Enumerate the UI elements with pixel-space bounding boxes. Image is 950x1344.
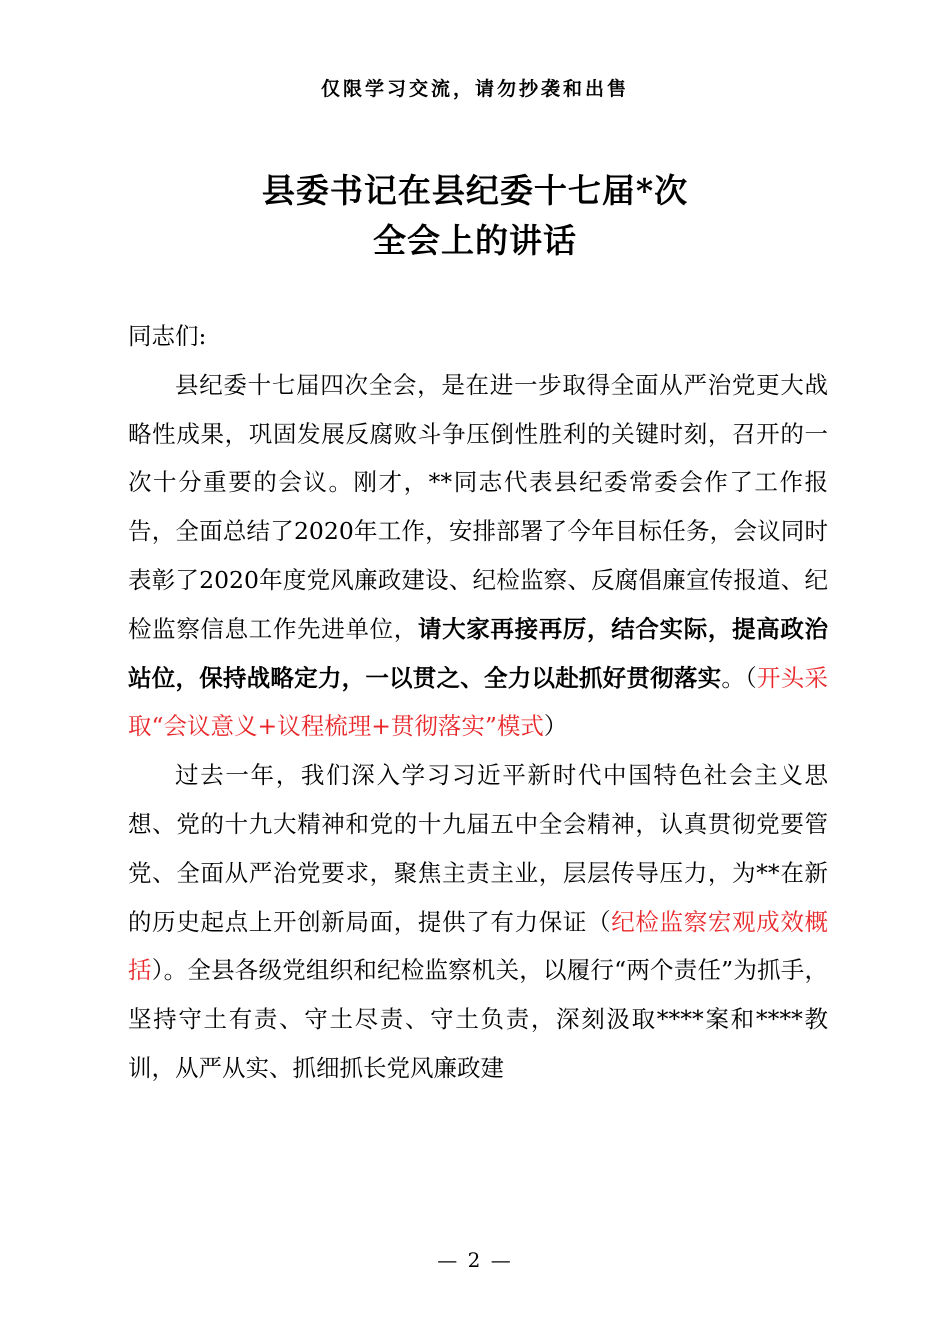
title-line-1: 县委书记在县纪委十七届*次	[261, 171, 689, 210]
document-body	[128, 312, 828, 1093]
paragraph-2-continuation: ）。全县各级党组织和纪检监察机关，以履行“两个责任”为抓手，坚持守土有责、守土尽责、守土负责，深刻汲取****案和****教训，从严从实、抓细抓长党风廉政建	[128, 956, 829, 1082]
title-line-2: 全会上的讲话	[373, 221, 577, 260]
paragraph-2-text: 过去一年，我们深入学习习近平新时代中国特色社会主义思想、党的十九大精神和党的十九届五中全会精神，认真贯彻党要管党、全面从严治党要求，聚焦主责主业，层层传导压力，为**在新的历史起点上开创新局面，提供了有力保证（	[128, 761, 828, 936]
paragraph-1	[128, 361, 828, 751]
document-title	[0, 166, 950, 266]
paragraph-1-text: 县纪委十七届四次全会，是在进一步取得全面从严治党更大战略性成果，巩固发展反腐败斗争压倒性胜利的关键时刻，召开的一次十分重要的会议。刚才，**同志代表县纪委常委会作了工作报告，全面总结了2020年工作，安排部署了今年目标任务，会议同时表彰了2020年度党风廉政建设、纪检监察、反腐倡廉宣传报道、纪检监察信息工作先进单位，	[128, 370, 828, 643]
paragraph-2-annotation: 纪检监察宏观成效概括	[128, 907, 829, 985]
paragraph-1-emphasis: 请大家再接再厉，结合实际，提高政治站位，保持战略定力，一以贯之、全力以赴抓好贯彻落实	[128, 614, 829, 692]
paragraph-1-annotation: 开头采取“会议意义+议程梳理+贯彻落实”模式	[128, 663, 829, 741]
header-note: 仅限学习交流，请勿抄袭和出售	[320, 78, 629, 100]
paragraph-2	[128, 751, 828, 1093]
paragraph-1-after-emphasis: 。（	[721, 663, 758, 692]
salutation: 同志们:	[128, 322, 207, 350]
page-number: — 2 —	[437, 1248, 513, 1272]
paragraph-1-close: ）	[543, 712, 568, 741]
